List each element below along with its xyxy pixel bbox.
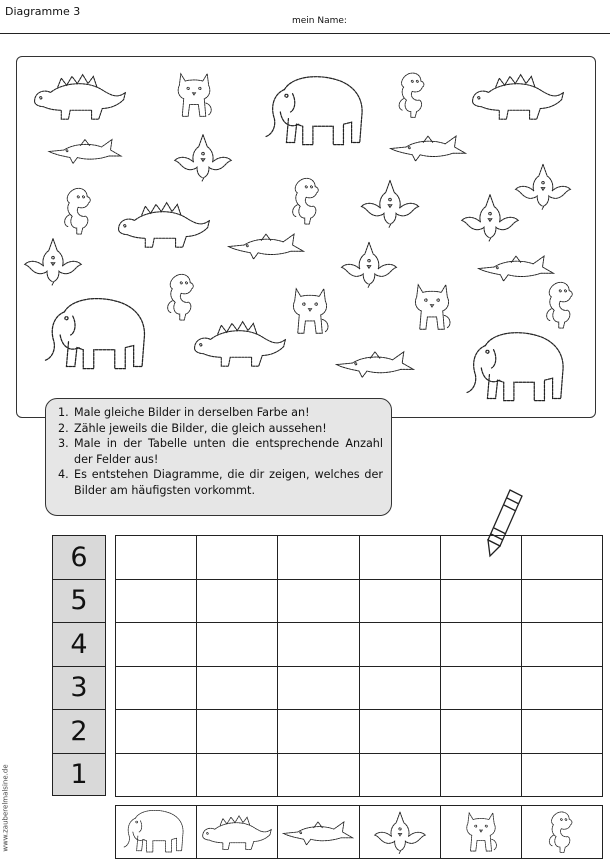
grid-cell[interactable] (522, 580, 603, 624)
stegosaurus-icon (115, 197, 213, 251)
grid-cell[interactable] (278, 667, 359, 711)
watermark-text: www.zauberelmalsine.de (2, 763, 10, 852)
grid-cell[interactable] (278, 580, 359, 624)
grid-cell[interactable] (522, 710, 603, 754)
bird-icon (23, 235, 83, 287)
monkey-icon (59, 185, 99, 237)
instructions-list (58, 405, 383, 499)
monkey-icon (545, 809, 579, 855)
count-axis (52, 535, 106, 796)
count-label-3: 3 (52, 666, 106, 710)
mammoth-icon (463, 327, 575, 409)
grid-cell[interactable] (360, 536, 441, 580)
grid-cell[interactable] (116, 667, 197, 711)
coloring-grid (115, 535, 603, 797)
legend-cell-mammoth (116, 806, 197, 859)
grid-cell[interactable] (360, 580, 441, 624)
category-legend (115, 805, 603, 859)
grid-cell[interactable] (116, 710, 197, 754)
worksheet-title: Diagramme 3 (5, 5, 81, 18)
count-label-5: 5 (52, 579, 106, 623)
name-label: mein Name: (292, 16, 347, 26)
grid-cell[interactable] (522, 667, 603, 711)
stegosaurus-icon (31, 69, 129, 123)
mammoth-icon (262, 71, 374, 153)
grid-cell[interactable] (441, 710, 522, 754)
grid-cell[interactable] (278, 623, 359, 667)
grid-cell[interactable] (360, 754, 441, 798)
grid-cell[interactable] (360, 667, 441, 711)
grid-cell[interactable] (197, 536, 278, 580)
grid-cell[interactable] (278, 710, 359, 754)
grid-cell[interactable] (116, 754, 197, 798)
legend-cell-fish (278, 806, 359, 859)
instructions-box (45, 398, 392, 516)
header-divider (0, 33, 610, 34)
grid-cell[interactable] (197, 667, 278, 711)
stegosaurus-icon (469, 69, 567, 123)
grid-cell[interactable] (278, 536, 359, 580)
legend-cell-monkey (522, 806, 603, 859)
bird-icon (512, 161, 574, 211)
legend-cell-stegosaurus (197, 806, 278, 859)
fish-icon (282, 817, 354, 847)
grid-cell[interactable] (116, 580, 197, 624)
count-label-1: 1 (52, 753, 106, 797)
instruction-item: 3. Male in der Tabelle unten die entsprechende Anzahl der Felder aus! (58, 437, 383, 466)
cat-icon (461, 809, 501, 855)
grid-cell[interactable] (522, 536, 603, 580)
instruction-item: 2. Zähle jeweils die Bilder, die gleich aussehen! (58, 421, 327, 435)
instruction-item: 4. Es entstehen Diagramme, die dir zeigen, welches der Bilder am häufigsten vorkommt. (58, 468, 383, 497)
cat-icon (287, 283, 333, 339)
fish-icon (389, 131, 467, 163)
bird-icon (173, 131, 233, 183)
grid-cell[interactable] (197, 710, 278, 754)
grid-cell[interactable] (441, 536, 522, 580)
grid-cell[interactable] (197, 754, 278, 798)
mammoth-icon (41, 293, 157, 377)
cat-icon (172, 69, 216, 121)
cat-icon (409, 279, 455, 335)
legend-cell-bird (360, 806, 441, 859)
fish-icon (335, 347, 415, 379)
grid-cell[interactable] (116, 536, 197, 580)
legend-cell-cat (441, 806, 522, 859)
grid-cell[interactable] (278, 754, 359, 798)
monkey-icon (287, 175, 327, 227)
grid-cell[interactable] (522, 754, 603, 798)
grid-cell[interactable] (197, 580, 278, 624)
grid-cell[interactable] (360, 623, 441, 667)
count-label-6: 6 (52, 535, 106, 579)
instruction-item: 1. Male gleiche Bilder in derselben Farbe an! (58, 406, 310, 419)
grid-cell[interactable] (360, 710, 441, 754)
bird-icon (460, 191, 520, 243)
monkey-icon (395, 69, 431, 121)
grid-cell[interactable] (441, 580, 522, 624)
stegosaurus-icon (191, 315, 289, 371)
bird-icon (372, 809, 428, 855)
fish-icon (47, 135, 123, 165)
count-label-4: 4 (52, 622, 106, 666)
grid-cell[interactable] (441, 754, 522, 798)
grid-cell[interactable] (116, 623, 197, 667)
mammoth-icon (121, 807, 191, 857)
stegosaurus-icon (200, 811, 274, 853)
watermark (1, 760, 11, 855)
monkey-icon (541, 279, 581, 331)
bird-icon (339, 239, 399, 289)
grid-cell[interactable] (197, 623, 278, 667)
bird-icon (359, 177, 421, 229)
grid-cell[interactable] (441, 623, 522, 667)
grid-cell[interactable] (441, 667, 522, 711)
picture-area (16, 56, 596, 418)
grid-cell[interactable] (522, 623, 603, 667)
count-label-2: 2 (52, 709, 106, 753)
fish-icon (227, 229, 305, 261)
